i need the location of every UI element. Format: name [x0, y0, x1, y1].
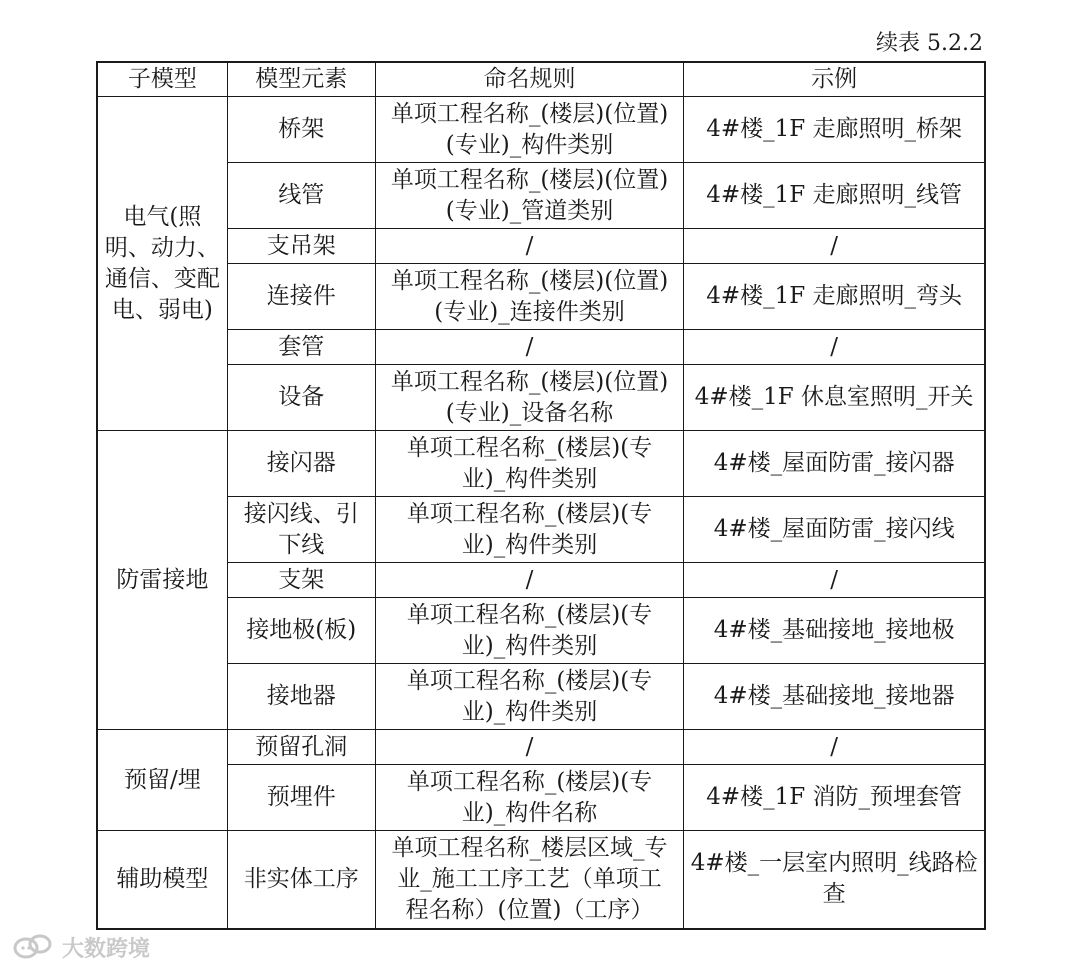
rule-cell: 单项工程名称_(楼层)(专业)_构件类别 [375, 431, 684, 497]
table-row [97, 229, 985, 264]
element-cell: 设备 [227, 365, 375, 431]
table-row [97, 264, 985, 330]
example-cell: 4#楼_基础接地_接地极 [684, 598, 985, 664]
rule-cell: 单项工程名称_(楼层)(位置)(专业)_连接件类别 [375, 264, 684, 330]
example-cell: 4#楼_1F 休息室照明_开关 [684, 365, 985, 431]
element-cell: 预埋件 [227, 765, 375, 831]
element-cell: 桥架 [227, 97, 375, 163]
table-row [97, 365, 985, 431]
element-cell: 接地极(板) [227, 598, 375, 664]
table-row [97, 730, 985, 765]
table-row [97, 831, 985, 929]
example-cell: 4#楼_一层室内照明_线路检查 [684, 831, 985, 929]
example-cell: / [684, 730, 985, 765]
table-row [97, 330, 985, 365]
element-cell: 套管 [227, 330, 375, 365]
table-row [97, 497, 985, 563]
rule-cell: / [375, 563, 684, 598]
naming-rules-table [96, 61, 986, 930]
table-header-row [97, 62, 985, 97]
rule-cell: 单项工程名称_(楼层)(位置)(专业)_管道类别 [375, 163, 684, 229]
submodel-cell: 电气(照明、动力、通信、变配电、弱电) [97, 97, 227, 431]
watermark-logo-icon [12, 932, 56, 962]
example-cell: / [684, 229, 985, 264]
table-row [97, 563, 985, 598]
header-model-element: 模型元素 [227, 62, 375, 97]
rule-cell: 单项工程名称_(楼层)(专业)_构件名称 [375, 765, 684, 831]
rule-cell: 单项工程名称_(楼层)(位置)(专业)_设备名称 [375, 365, 684, 431]
element-cell: 接闪线、引下线 [227, 497, 375, 563]
element-cell: 支吊架 [227, 229, 375, 264]
header-submodel: 子模型 [97, 62, 227, 97]
table-caption: 续表 5.2.2 [876, 31, 983, 56]
element-cell: 连接件 [227, 264, 375, 330]
submodel-cell: 辅助模型 [97, 831, 227, 929]
table-row [97, 664, 985, 730]
example-cell: / [684, 330, 985, 365]
rule-cell: 单项工程名称_(楼层)(专业)_构件类别 [375, 664, 684, 730]
rule-cell: 单项工程名称_(楼层)(专业)_构件类别 [375, 598, 684, 664]
rule-cell: / [375, 330, 684, 365]
header-example: 示例 [684, 62, 985, 97]
element-cell: 接闪器 [227, 431, 375, 497]
element-cell: 非实体工序 [227, 831, 375, 929]
example-cell: 4#楼_1F 走廊照明_桥架 [684, 97, 985, 163]
table-row [97, 163, 985, 229]
element-cell: 接地器 [227, 664, 375, 730]
rule-cell: / [375, 730, 684, 765]
example-cell: 4#楼_1F 消防_预埋套管 [684, 765, 985, 831]
example-cell: 4#楼_基础接地_接地器 [684, 664, 985, 730]
example-cell: 4#楼_屋面防雷_接闪线 [684, 497, 985, 563]
table-row [97, 97, 985, 163]
rule-cell: 单项工程名称_(楼层)(专业)_构件类别 [375, 497, 684, 563]
table-row [97, 765, 985, 831]
example-cell: / [684, 563, 985, 598]
submodel-cell: 预留/埋 [97, 730, 227, 831]
example-cell: 4#楼_1F 走廊照明_弯头 [684, 264, 985, 330]
element-cell: 支架 [227, 563, 375, 598]
header-naming-rule: 命名规则 [375, 62, 684, 97]
element-cell: 预留孔洞 [227, 730, 375, 765]
watermark-text: 大数跨境 [62, 936, 151, 962]
table-row [97, 431, 985, 497]
example-cell: 4#楼_1F 走廊照明_线管 [684, 163, 985, 229]
watermark [12, 931, 150, 963]
rule-cell: / [375, 229, 684, 264]
rule-cell: 单项工程名称_(楼层)(位置)(专业)_构件类别 [375, 97, 684, 163]
rule-cell: 单项工程名称_楼层区域_专业_施工工序工艺（单项工程名称）(位置)（工序） [375, 831, 684, 929]
example-cell: 4#楼_屋面防雷_接闪器 [684, 431, 985, 497]
element-cell: 线管 [227, 163, 375, 229]
submodel-cell: 防雷接地 [97, 431, 227, 730]
table-row [97, 598, 985, 664]
